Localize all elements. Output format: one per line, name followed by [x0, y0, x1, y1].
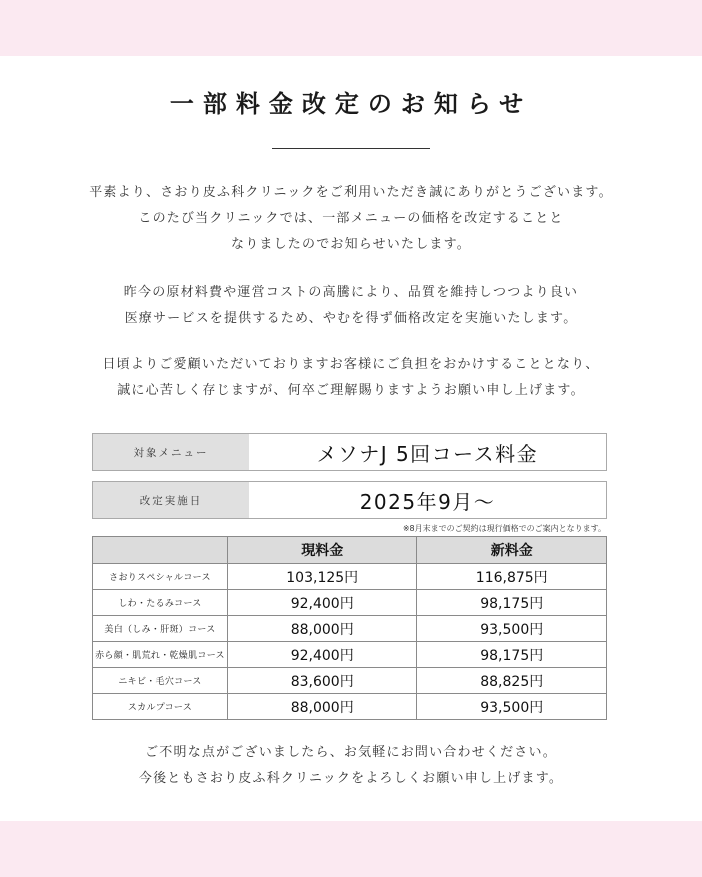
target-menu-label: 対象メニュー	[93, 434, 249, 470]
intro-line: なりましたのでお知らせいたします。	[231, 237, 471, 252]
effective-date-label: 改定実施日	[93, 482, 249, 518]
intro-line: 平素より、さおり皮ふ科クリニックをご利用いただき誠にありがとうございます。	[89, 185, 613, 200]
page-title: 一部料金改定のお知らせ	[169, 90, 533, 118]
current-price: 92,400円	[227, 642, 417, 668]
bottom-pink-band	[0, 821, 702, 877]
price-table	[92, 536, 607, 720]
course-name: スカルプコース	[93, 694, 228, 720]
current-price: 83,600円	[227, 668, 417, 694]
course-name: ニキビ・毛穴コース	[93, 668, 228, 694]
apology-line: 日頃よりご愛顧いただいておりますお客様にご負担をおかけすることとなり、	[102, 357, 600, 372]
course-name: 美白（しみ・肝斑）コース	[93, 616, 228, 642]
new-price: 93,500円	[417, 694, 607, 720]
target-menu-box	[92, 433, 607, 471]
closing-paragraph	[20, 740, 682, 792]
intro-paragraph	[20, 180, 682, 258]
intro-line: このたび当クリニックでは、一部メニューの価格を改定することと	[138, 211, 564, 226]
effective-date-box	[92, 481, 607, 519]
current-price: 88,000円	[227, 616, 417, 642]
reason-line: 昨今の原材料費や運営コストの高騰により、品質を維持しつつより良い	[123, 285, 579, 300]
course-name: 赤ら顔・肌荒れ・乾燥肌コース	[93, 642, 228, 668]
current-price: 88,000円	[227, 694, 417, 720]
price-note: ※8月末までのご契約は現行価格でのご案内となります。	[402, 524, 606, 533]
new-price: 93,500円	[417, 616, 607, 642]
new-price: 98,175円	[417, 590, 607, 616]
closing-line: 今後ともさおり皮ふ科クリニックをよろしくお願い申し上げます。	[138, 771, 564, 786]
table-row	[93, 642, 607, 668]
table-row	[93, 564, 607, 590]
reason-line: 医療サービスを提供するため、やむを得ず価格改定を実施いたします。	[124, 311, 578, 326]
title-underline	[272, 148, 430, 149]
apology-line: 誠に心苦しく存じますが、何卒ご理解賜りますようお願い申し上げます。	[117, 383, 585, 398]
table-header-row	[93, 537, 607, 564]
table-row	[93, 590, 607, 616]
current-price: 92,400円	[227, 590, 417, 616]
closing-line: ご不明な点がございましたら、お気軽にお問い合わせください。	[145, 745, 557, 760]
effective-date-value: 2025年9月〜	[359, 489, 496, 514]
new-price: 98,175円	[417, 642, 607, 668]
course-name: しわ・たるみコース	[93, 590, 228, 616]
target-menu-value: メソナJ 5回コース料金	[316, 441, 539, 466]
top-pink-band	[0, 0, 702, 56]
header-current-price: 現料金	[227, 537, 417, 564]
reason-paragraph	[20, 280, 682, 332]
header-new-price: 新料金	[417, 537, 607, 564]
table-row	[93, 668, 607, 694]
header-course	[93, 537, 228, 564]
new-price: 116,875円	[417, 564, 607, 590]
table-row	[93, 616, 607, 642]
course-name: さおりスペシャルコース	[93, 564, 228, 590]
apology-paragraph	[20, 352, 682, 404]
new-price: 88,825円	[417, 668, 607, 694]
table-row	[93, 694, 607, 720]
current-price: 103,125円	[227, 564, 417, 590]
